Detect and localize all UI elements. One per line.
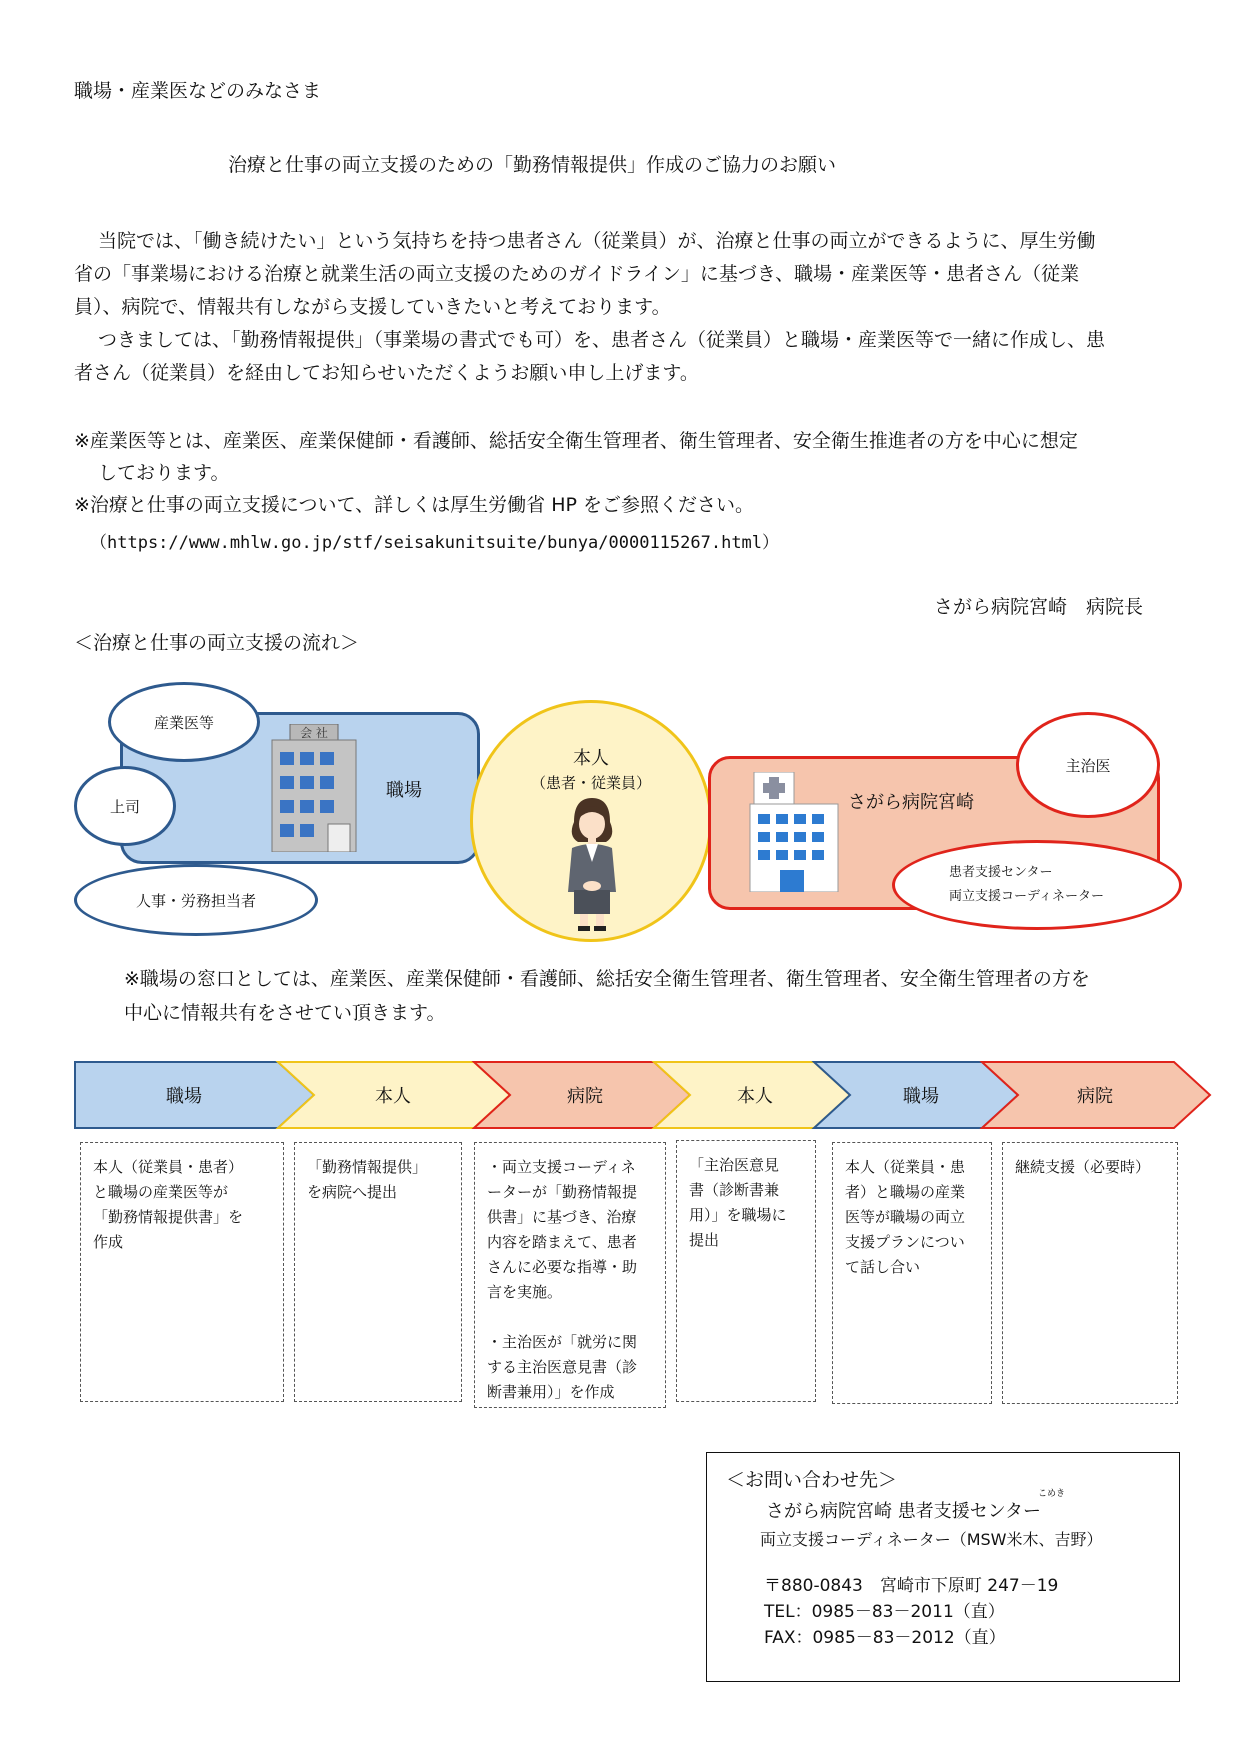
hospital-label: さがら病院宮崎 <box>848 792 974 813</box>
contact-organization: さがら病院宮崎 患者支援センター <box>766 1501 1042 1522</box>
note1-line2: しております。 <box>98 462 230 484</box>
boss-oval <box>74 766 176 846</box>
flow-step-2-label: 本人 <box>375 1086 411 1107</box>
mhlw-link[interactable]: （https://www.mhlw.go.jp/stf/seisakunitsuite/bunya/0000115267.html） <box>90 533 780 553</box>
contact-fax: FAX：0985－83－2012（直） <box>764 1628 1006 1648</box>
attending-doctor-label: 主治医 <box>1065 756 1111 775</box>
attending-doctor-oval <box>1016 712 1160 818</box>
industrial-doctor-oval <box>108 682 260 762</box>
flow-step-6-label: 病院 <box>1077 1086 1113 1107</box>
company-building-icon <box>266 724 362 852</box>
flow-step-5-label: 職場 <box>903 1086 939 1107</box>
flow-step-4-label: 本人 <box>737 1086 773 1107</box>
para1-line3: 員）、病院で、情報共有しながら支援していきたいと考えております。 <box>74 296 671 318</box>
page-title: 治療と仕事の両立支援のための「勤務情報提供」作成のご協力のお願い <box>228 154 837 176</box>
flow-step-1-label: 職場 <box>166 1086 202 1107</box>
step-3-description: ・両立支援コーディネ ーターが「勤務情報提 供書」に基づき、治療 内容を踏まえて、患者 さんに必要な指導・助 言を実施。 ・主治医が「就労に関 する主治医意見書（診 断書兼用）」を作成 <box>474 1142 666 1408</box>
building-sign: 会 社 <box>300 726 328 740</box>
boss-label: 上司 <box>109 797 140 816</box>
flow-heading: ＜治療と仕事の両立支援の流れ＞ <box>74 632 360 654</box>
coordinator-label: 両立支援コーディネーター <box>949 889 1104 904</box>
step-2-description: 「勤務情報提供」 を病院へ提出 <box>294 1142 462 1402</box>
person-title: 本人 <box>573 748 609 769</box>
para2-line2: 者さん（従業員）を経由してお知らせいただくようお願い申し上げます。 <box>74 362 699 384</box>
para2-line1: つきましては、「勤務情報提供」（事業場の書式でも可）を、患者さん（従業員）と職場・産業医等で一緒に作成し、患 <box>98 329 1106 351</box>
para1-line2: 省の「事業場における治療と就業生活の両立支援のためのガイドライン」に基づき、職場・産業医等・患者さん（従業 <box>74 263 1080 285</box>
contact-heading: ＜お問い合わせ先＞ <box>726 1469 898 1491</box>
signature: さがら病院宮崎 病院長 <box>934 596 1144 618</box>
contact-furigana: こめき <box>1038 1489 1066 1499</box>
step-4-description: 「主治医意見 書（診断書兼 用）」を職場に 提出 <box>676 1140 816 1402</box>
step-5-description: 本人（従業員・患 者）と職場の産業 医等が職場の両立 支援プランについ て話し合い <box>832 1142 992 1404</box>
hr-oval <box>74 864 318 936</box>
hr-label: 人事・労務担当者 <box>135 891 256 910</box>
employee-person-icon <box>560 796 624 932</box>
greeting: 職場・産業医などのみなさま <box>74 80 322 102</box>
para1-line1: 当院では、「働き続けたい」という気持ちを持つ患者さん（従業員）が、治療と仕事の両立ができるように、厚生労働 <box>98 230 1096 252</box>
workplace-label: 職場 <box>386 780 422 801</box>
note3-line1: ※職場の窓口としては、産業医、産業保健師・看護師、総括安全衛生管理者、衛生管理者、安全衛生管理者の方を <box>124 968 1090 990</box>
flow-step-3-label: 病院 <box>567 1086 603 1107</box>
contact-tel[interactable]: TEL：0985－83－2011（直） <box>764 1602 1005 1622</box>
industrial-doctor-label: 産業医等 <box>153 713 214 732</box>
note3-line2: 中心に情報共有をさせてい頂きます。 <box>124 1002 446 1024</box>
hospital-building-icon <box>748 772 840 892</box>
support-center-label: 患者支援センター <box>949 865 1053 880</box>
contact-postal-address: 〒880-0843 宮崎市下原町 247－19 <box>764 1576 1059 1596</box>
note1-line1: ※産業医等とは、産業医、産業保健師・看護師、総括安全衛生管理者、衛生管理者、安全衛生推進者の方を中心に想定 <box>74 430 1078 452</box>
step-1-description: 本人（従業員・患者） と職場の産業医等が 「勤務情報提供書」を 作成 <box>80 1142 284 1402</box>
step-6-description: 継続支援（必要時） <box>1002 1142 1178 1404</box>
support-center-oval <box>892 840 1182 930</box>
note2: ※治療と仕事の両立支援について、詳しくは厚生労働省 HP をご参照ください。 <box>74 494 754 516</box>
contact-staff: 両立支援コーディネーター（MSW米木、吉野） <box>760 1530 1103 1549</box>
person-subtitle: （患者・従業員） <box>530 774 651 792</box>
